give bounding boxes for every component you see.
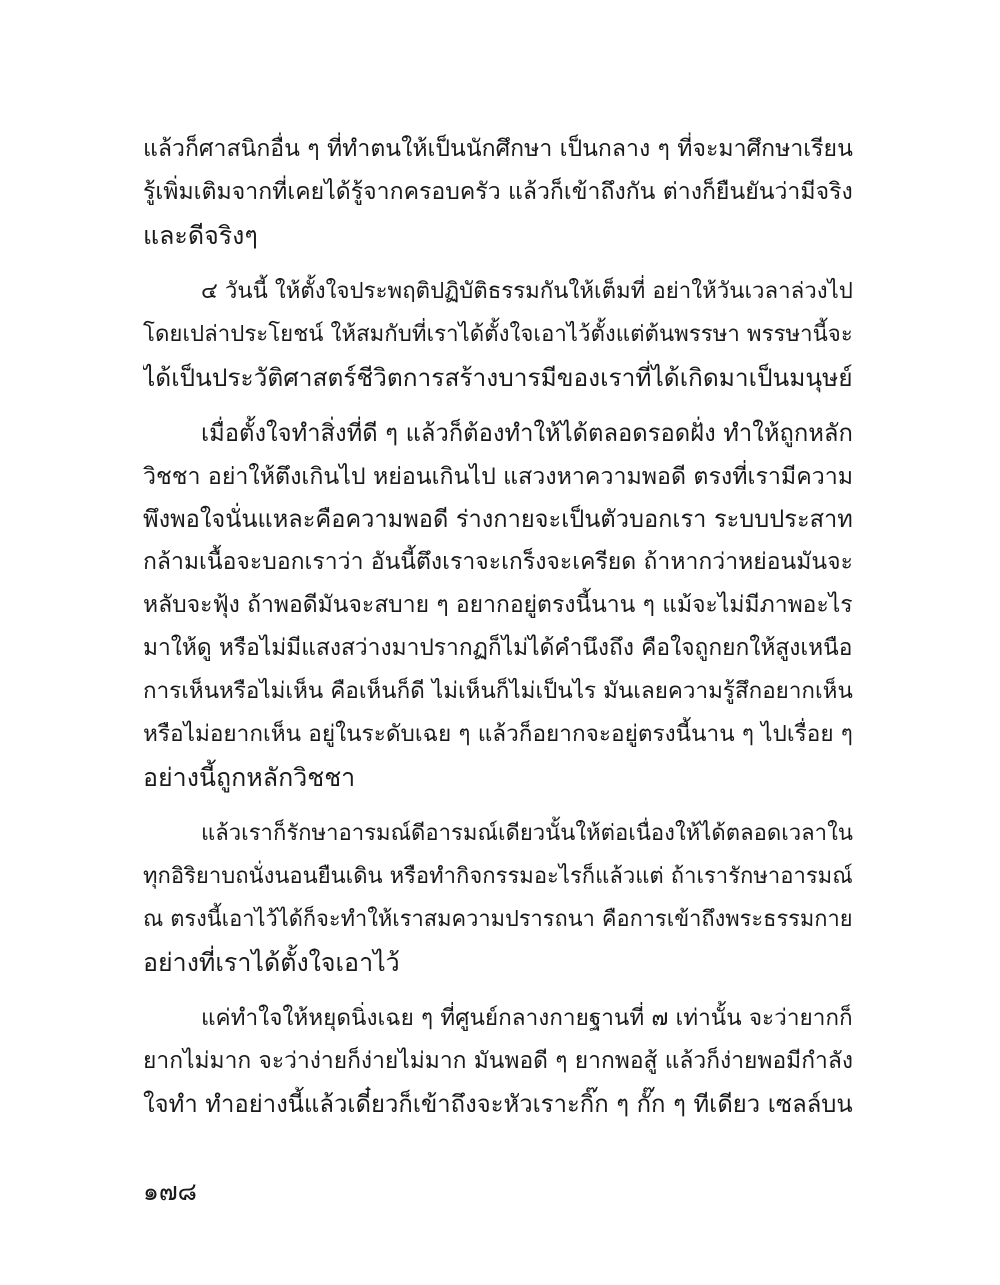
text-line: โดยเปล่าประโยชน์ ให้สมกับที่เราได้ตั้งใจเอาไว้ตั้งแต่ต้นพรรษา พรรษานี้จะ bbox=[143, 321, 853, 347]
text-line: หรือไม่อยากเห็น อยู่ในระดับเฉย ๆ แล้วก็อยากจะอยู่ตรงนี้นาน ๆ ไปเรื่อย ๆ bbox=[143, 721, 853, 747]
paragraph bbox=[143, 128, 853, 257]
text-line: การเห็นหรือไม่เห็น คือเห็นก็ดี ไม่เห็นก็ไม่เป็นไร มันเลยความรู้สึกอยากเห็น bbox=[143, 678, 853, 704]
text-line: กล้ามเนื้อจะบอกเราว่า อันนี้ตึงเราจะเกร็งจะเครียด ถ้าหากว่าหย่อนมันจะ bbox=[143, 549, 853, 575]
paragraph bbox=[143, 812, 853, 984]
text-line: เมื่อตั้งใจทำสิ่งที่ดี ๆ แล้วก็ต้องทำให้ได้ตลอดรอดฝั่ง ทำให้ถูกหลัก bbox=[201, 419, 853, 447]
body-text bbox=[143, 128, 853, 1139]
text-line: ได้เป็นประวัติศาสตร์ชีวิตการสร้างบารมีของเราที่ได้เกิดมาเป็นมนุษย์ bbox=[143, 363, 853, 392]
paragraph bbox=[143, 997, 853, 1126]
text-line: รู้เพิ่มเติมจากที่เคยได้รู้จากครอบครัว แล้วก็เข้าถึงกัน ต่างก็ยืนยันว่ามีจริง bbox=[143, 179, 853, 205]
text-line: แค่ทำใจให้หยุดนิ่งเฉย ๆ ที่ศูนย์กลางกายฐานที่ ๗ เท่านั้น จะว่ายากก็ bbox=[201, 1005, 853, 1031]
text-line: แล้วก็ศาสนิกอื่น ๆ ที่ทำตนให้เป็นนักศึกษา เป็นกลาง ๆ ที่จะมาศึกษาเรียน bbox=[143, 136, 853, 162]
text-line: วิชชา อย่าให้ตึงเกินไป หย่อนเกินไป แสวงหาความพอดี ตรงที่เรามีความ bbox=[143, 463, 853, 490]
text-line: ยากไม่มาก จะว่าง่ายก็ง่ายไม่มาก มันพอดี ๆ ยากพอสู้ แล้วก็ง่ายพอมีกำลัง bbox=[143, 1048, 853, 1074]
page-number: ๑๗๘ bbox=[143, 1177, 197, 1206]
text-line: หลับจะฟุ้ง ถ้าพอดีมันจะสบาย ๆ อยากอยู่ตรงนี้นาน ๆ แม้จะไม่มีภาพอะไร bbox=[143, 592, 853, 618]
text-line: ใจทำ ทำอย่างนี้แล้วเดี๋ยวก็เข้าถึงจะหัวเราะกิ๊ก ๆ กั๊ก ๆ ทีเดียว เซลล์บน bbox=[143, 1090, 853, 1118]
text-line: แล้วเราก็รักษาอารมณ์ดีอารมณ์เดียวนั้นให้ต่อเนื่องให้ได้ตลอดเวลาใน bbox=[201, 821, 853, 846]
text-line: มาให้ดู หรือไม่มีแสงสว่างมาปรากฏก็ไม่ได้คำนึงถึง คือใจถูกยกให้สูงเหนือ bbox=[143, 635, 853, 661]
text-line: ๔ วันนี้ ให้ตั้งใจประพฤติปฏิบัติธรรมกันให้เต็มที่ อย่าให้วันเวลาล่วงไป bbox=[201, 278, 853, 304]
text-line: และดีจริงๆ bbox=[143, 221, 258, 250]
text-line: อย่างที่เราได้ตั้งใจเอาไว้ bbox=[143, 948, 400, 977]
text-line: อย่างนี้ถูกหลักวิชชา bbox=[143, 763, 356, 792]
text-line: ทุกอิริยาบถนั่งนอนยืนเดิน หรือทำกิจกรรมอะไรก็แล้วแต่ ถ้าเรารักษาอารมณ์ bbox=[143, 864, 853, 889]
text-line: ณ ตรงนี้เอาไว้ได้ก็จะทำให้เราสมความปรารถนา คือการเข้าถึงพระธรรมกาย bbox=[143, 907, 853, 932]
paragraph bbox=[143, 412, 853, 799]
text-line: พึงพอใจนั่นแหละคือความพอดี ร่างกายจะเป็นตัวบอกเรา ระบบประสาท bbox=[143, 505, 853, 533]
paragraph bbox=[143, 270, 853, 399]
